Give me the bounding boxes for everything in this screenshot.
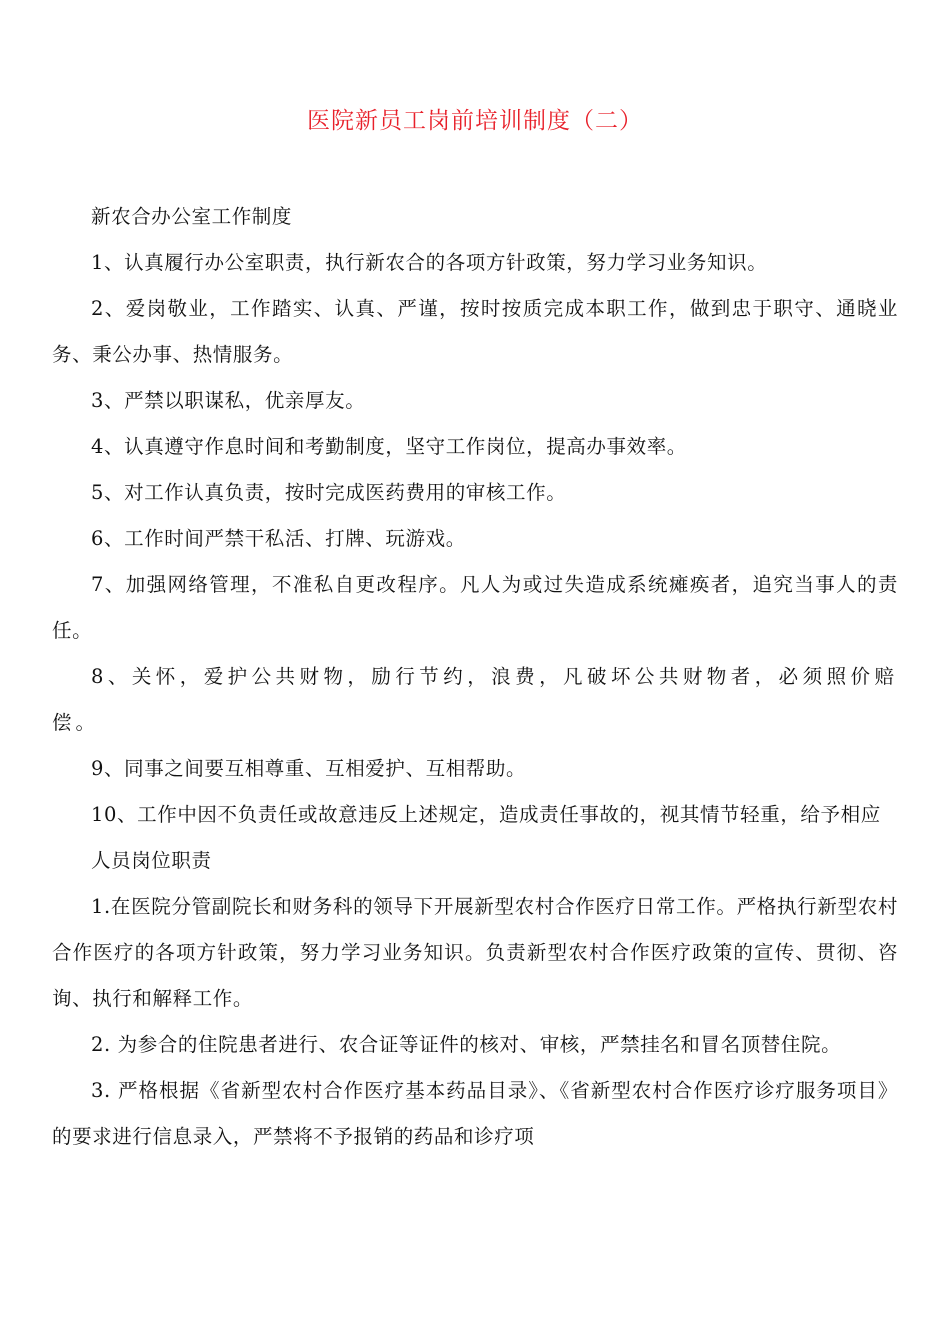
paragraph: 1.在医院分管副院长和财务科的领导下开展新型农村合作医疗日常工作。严格执行新型农村合作医疗的各项方针政策，努力学习业务知识。负责新型农村合作医疗政策的宣传、贯彻、咨询、执行和解释工作。: [52, 895, 898, 1010]
paragraph: 7、加强网络管理，不准私自更改程序。凡人为或过失造成系统瘫痪者，追究当事人的责任。: [52, 573, 898, 642]
paragraph: 3. 严格根据《省新型农村合作医疗基本药品目录》、《省新型农村合作医疗诊疗服务项目》的要求进行信息录入，严禁将不予报销的药品和诊疗项: [52, 1079, 898, 1148]
paragraph: 3、严禁以职谋私，优亲厚友。: [91, 389, 366, 412]
document-title: 医院新员工岗前培训制度（二）: [307, 108, 643, 134]
document-body: [52, 194, 898, 1160]
paragraph: 2. 为参合的住院患者进行、农合证等证件的核对、审核，严禁挂名和冒名顶替住院。: [91, 1033, 842, 1056]
paragraph: 6、工作时间严禁干私活、打牌、玩游戏。: [91, 527, 466, 550]
paragraph: 1、认真履行办公室职责，执行新农合的各项方针政策，努力学习业务知识。: [91, 251, 768, 274]
paragraph: 9、同事之间要互相尊重、互相爱护、互相帮助。: [91, 757, 527, 780]
paragraph: 8、关怀，爱护公共财物，励行节约，浪费，凡破坏公共财物者，必须照价赔偿。: [52, 665, 898, 734]
paragraph: 10、工作中因不负责任或故意违反上述规定，造成责任事故的，视其情节轻重，给予相应: [91, 803, 881, 826]
section-heading: 新农合办公室工作制度: [91, 205, 293, 228]
paragraph: 5、对工作认真负责，按时完成医药费用的审核工作。: [91, 481, 567, 504]
paragraph: 4、认真遵守作息时间和考勤制度，坚守工作岗位，提高办事效率。: [91, 435, 687, 458]
section-heading: 人员岗位职责: [91, 849, 212, 872]
paragraph: 2、爱岗敬业，工作踏实、认真、严谨，按时按质完成本职工作，做到忠于职守、通晓业务、秉公办事、热情服务。: [52, 297, 898, 366]
